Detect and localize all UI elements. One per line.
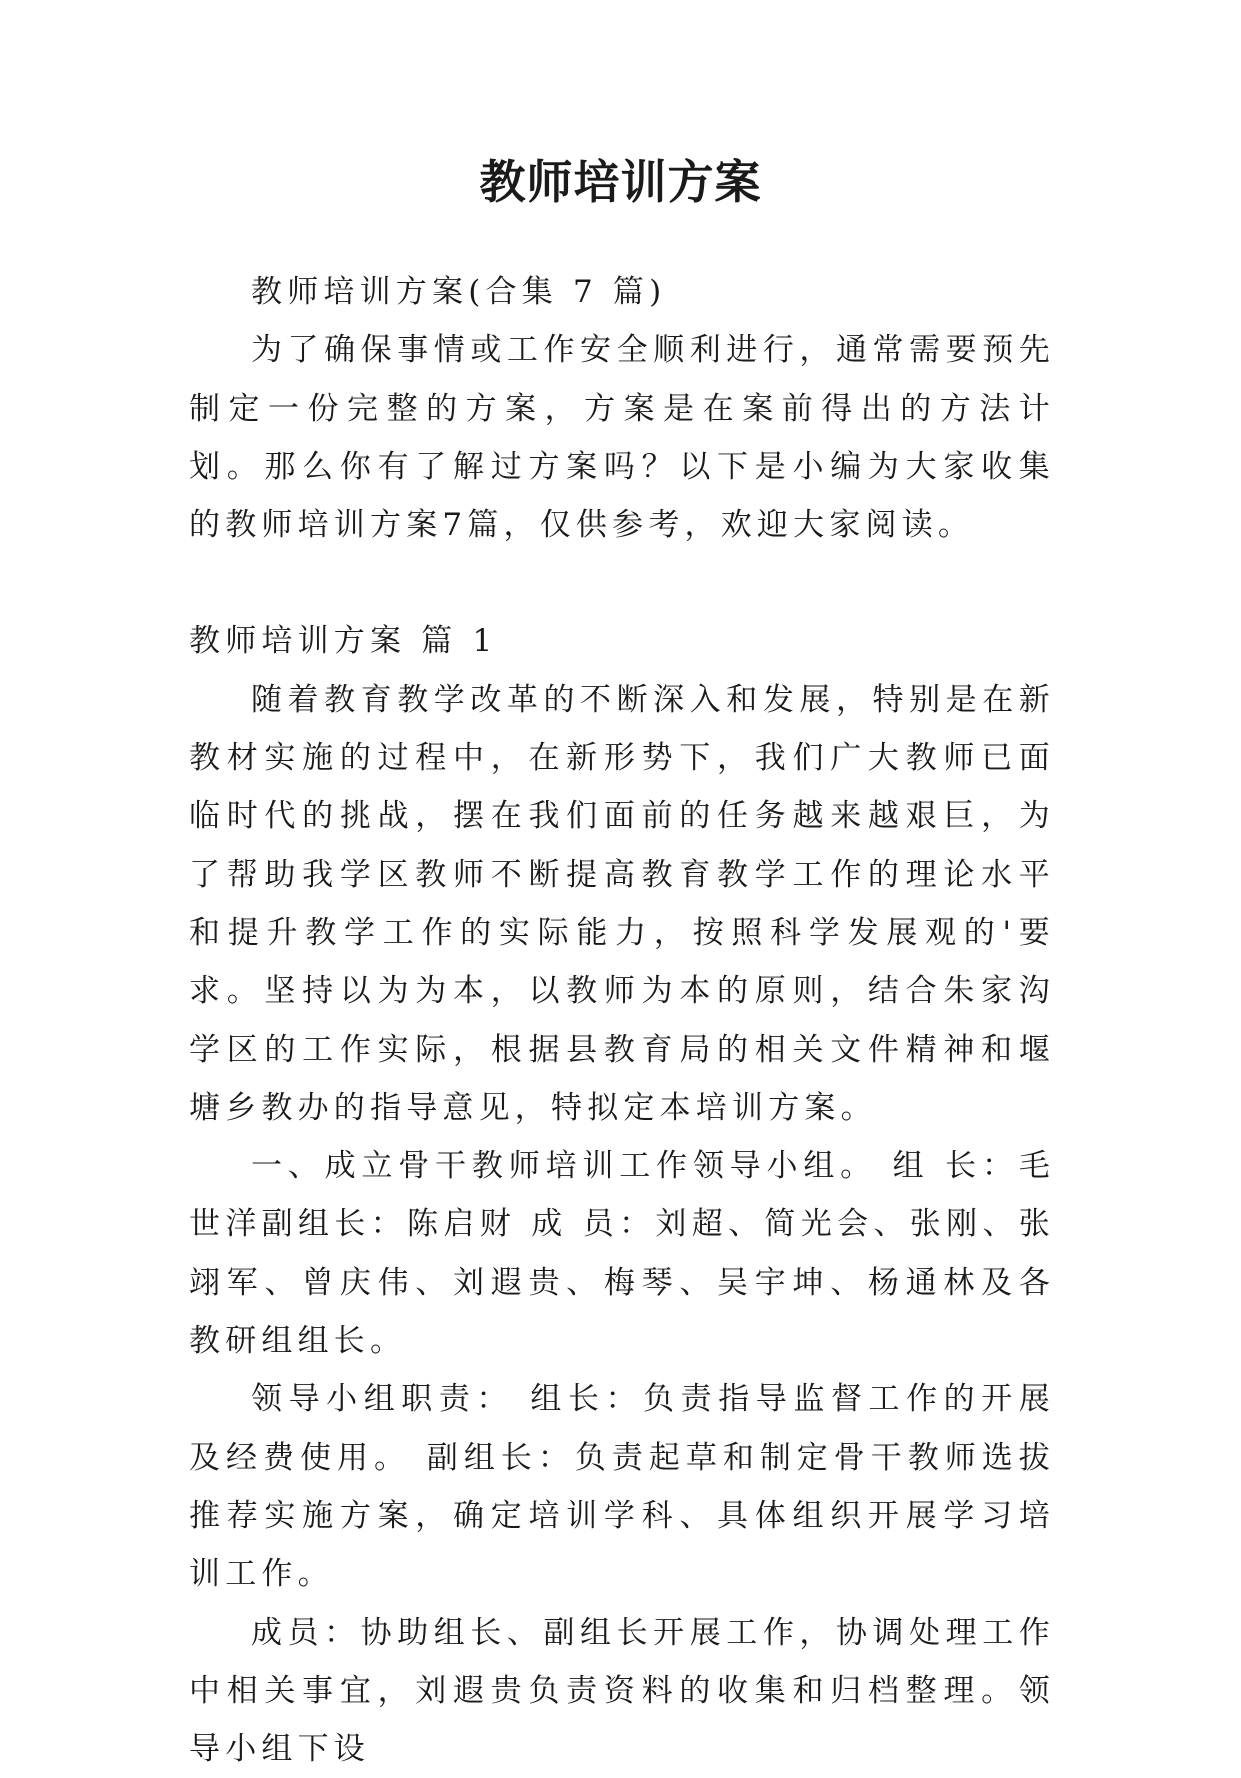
- document-subtitle: 教师培训方案(合集 7 篇): [251, 274, 667, 310]
- body-paragraph: 随着教育教学改革的不断深入和发展，特别是在新教材实施的过程中，在新形势下，我们广大教师已面临时代的挑战，摆在我们面前的任务越来越艰巨，为了帮助我学区教师不断提高教育教学工作的理论水平和提升教学工作的实际能力，按照科学发展观的'要求。坚持以为为本，以教师为本的原则，结合朱家沟学区的工作实际，根据县教育局的相关文件精神和堰塘乡教办的指导意见，特拟定本培训方案。: [189, 681, 1055, 1126]
- document-body: [189, 263, 1055, 1778]
- intro-paragraph: 为了确保事情或工作安全顺利进行，通常需要预先制定一份完整的方案，方案是在案前得出的方法计划。那么你有了解过方案吗？以下是小编为大家收集的教师培训方案7篇，仅供参考，欢迎大家阅读。: [189, 332, 1055, 544]
- section-heading: 教师培训方案 篇 1: [189, 623, 498, 660]
- body-paragraph: 一、成立骨干教师培训工作领导小组。 组 长：毛世洋副组长：陈启财 成 员：刘超、简光会、张刚、张翊军、曾庆伟、刘遐贵、梅琴、吴宇坤、杨通林及各教研组组长。: [189, 1148, 1055, 1360]
- body-paragraph: 成员：协助组长、副组长开展工作，协调处理工作中相关事宜，刘遐贵负责资料的收集和归档整理。领导小组下设: [189, 1614, 1055, 1768]
- body-paragraph: 领导小组职责： 组长：负责指导监督工作的开展及经费使用。 副组长：负责起草和制定骨干教师选拔推荐实施方案，确定培训学科、具体组织开展学习培训工作。: [189, 1381, 1055, 1593]
- document-title: 教师培训方案: [479, 155, 762, 209]
- section-spacer: [189, 554, 1055, 612]
